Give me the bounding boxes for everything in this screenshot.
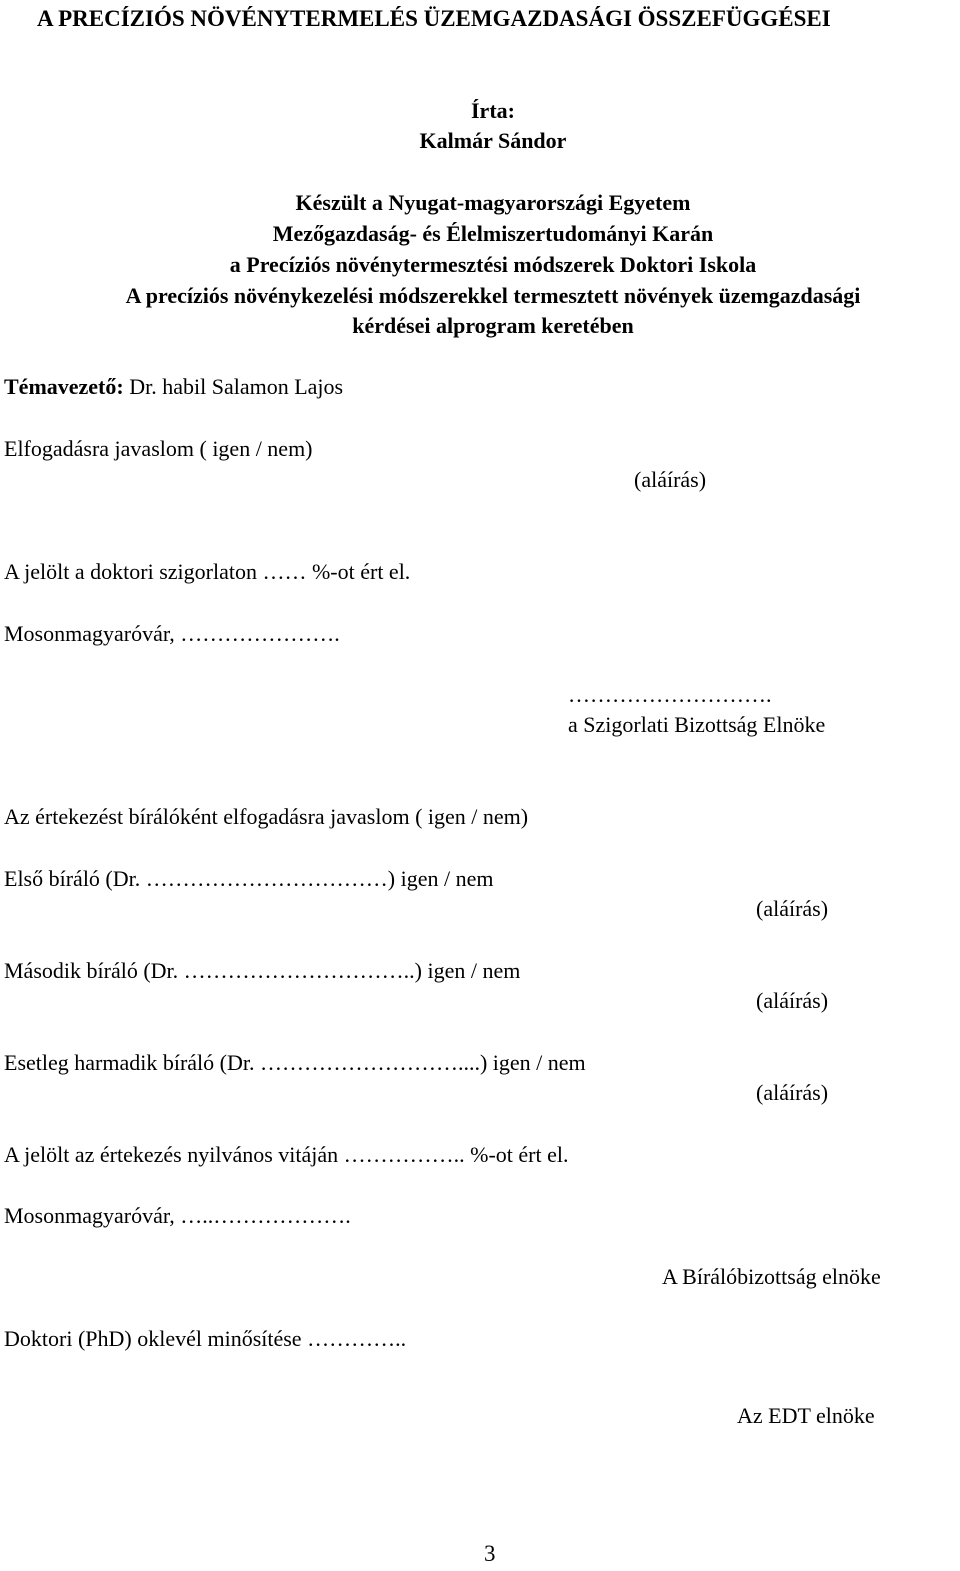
institution-line-3: a Precíziós növénytermesztési módszerek Doktori Iskola <box>229 252 757 277</box>
exam-chair-label: a Szigorlati Bizottság Elnöke <box>568 712 826 737</box>
page-number: 3 <box>484 1541 496 1566</box>
supervisor-signature: (aláírás) <box>634 467 707 492</box>
supervisor-label: Témavezető: <box>4 374 124 399</box>
first-reviewer: Első bíráló (Dr. ……………………………) igen / nem <box>4 866 494 891</box>
qualification-label: Doktori (PhD) oklevél minősítése ………….. <box>4 1326 407 1351</box>
exam-place-date: Mosonmagyaróvár, …………………. <box>4 621 340 646</box>
third-reviewer-signature: (aláírás) <box>756 1080 829 1105</box>
author-name: Kalmár Sándor <box>419 128 567 153</box>
supervisor-name: Dr. habil Salamon Lajos <box>129 374 344 399</box>
third-reviewer: Esetleg harmadik bíráló (Dr. ………………………....) igen / nem <box>4 1050 586 1075</box>
institution-line-5: kérdései alprogram keretében <box>352 313 634 338</box>
supervisor-line <box>4 374 343 400</box>
reviewers-intro: Az értekezést bírálóként elfogadásra javaslom ( igen / nem) <box>4 804 529 829</box>
committee-chair-label: A Bírálóbizottság elnöke <box>662 1264 881 1289</box>
institution-line-4: A precíziós növénykezelési módszerekkel termesztett növények üzemgazdasági <box>125 283 861 308</box>
defense-result: A jelölt az értekezés nyilvános vitáján …………….. %-ot ért el. <box>4 1142 569 1167</box>
exam-result: A jelölt a doktori szigorlaton …… %-ot ért el. <box>4 559 411 584</box>
document-title: A PRECÍZIÓS NÖVÉNYTERMELÉS ÜZEMGAZDASÁGI ÖSSZEFÜGGÉSEI <box>37 6 831 31</box>
author-label: Írta: <box>471 98 515 123</box>
second-reviewer: Második bíráló (Dr. …………………………..) igen / nem <box>4 958 521 983</box>
exam-chair-signature-dots: ………………………. <box>568 682 772 707</box>
edt-chair-label: Az EDT elnöke <box>737 1403 875 1428</box>
institution-line-1: Készült a Nyugat-magyarországi Egyetem <box>295 190 691 215</box>
first-reviewer-signature: (aláírás) <box>756 896 829 921</box>
institution-line-2: Mezőgazdaság- és Élelmiszertudományi Karán <box>272 221 714 246</box>
supervisor-recommendation: Elfogadásra javaslom ( igen / nem) <box>4 436 313 461</box>
second-reviewer-signature: (aláírás) <box>756 988 829 1013</box>
defense-place-date: Mosonmagyaróvár, …..………………. <box>4 1203 351 1228</box>
